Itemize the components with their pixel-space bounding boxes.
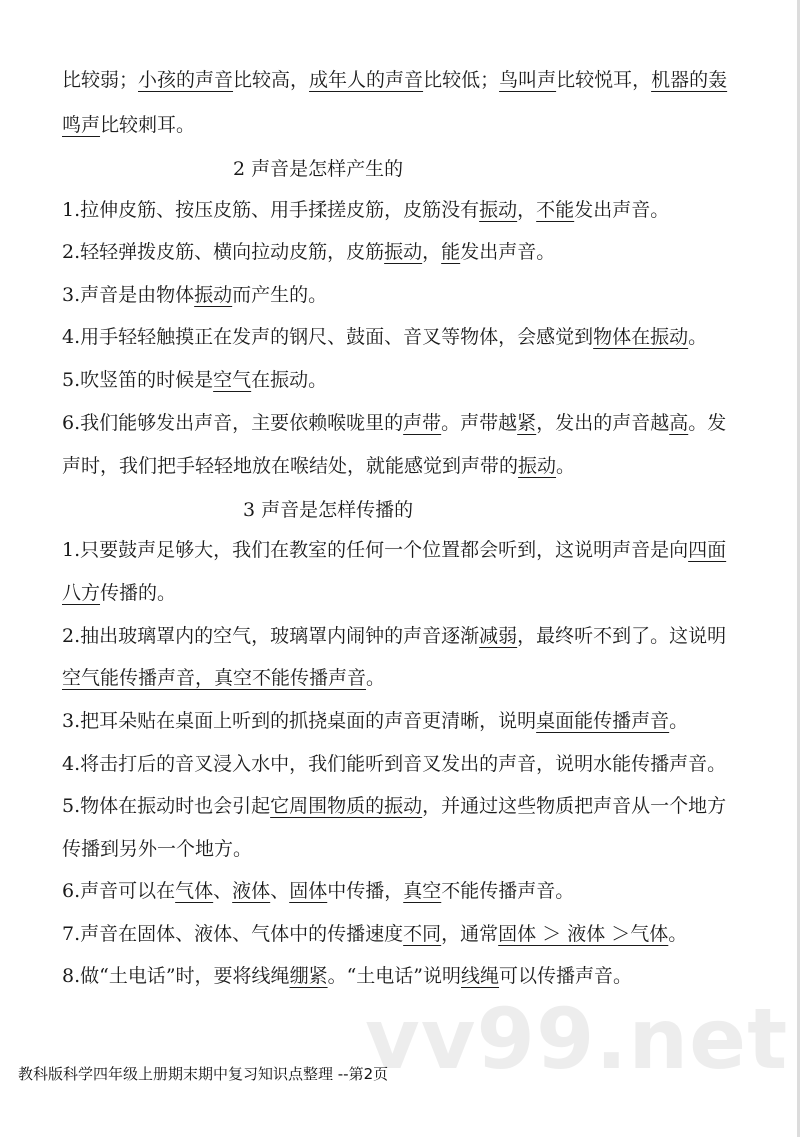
text-run: 。 — [556, 455, 576, 477]
text-run: 比较弱； — [62, 69, 139, 91]
underlined-answer: 成年人的声音 — [309, 69, 424, 91]
text-run: 比较低； — [423, 69, 500, 91]
text-run: 传播到另外一个地方。 — [62, 838, 253, 860]
underlined-answer: 八方 — [62, 582, 101, 604]
underlined-answer: 物体在振动 — [593, 326, 689, 348]
s2-item-5 — [62, 366, 752, 394]
underlined-answer: 空气 — [213, 369, 252, 391]
text-run: 比较悦耳， — [556, 69, 652, 91]
text-run: 在振动。 — [251, 369, 328, 391]
text-run: 5.吹竖笛的时候是 — [62, 369, 214, 391]
underlined-answer: 真空 — [403, 880, 442, 902]
section-3-heading: 3 声音是怎样传播的 — [243, 499, 414, 521]
text-run: 而产生的。 — [232, 284, 328, 306]
underlined-answer: 线绳 — [461, 965, 500, 987]
text-run: 。 — [668, 923, 688, 945]
s2-item-3 — [62, 281, 752, 309]
underlined-answer: 桌面能传播声音 — [536, 710, 670, 732]
underlined-answer: 气体 — [175, 880, 214, 902]
text-run: 不能传播声音。 — [441, 880, 575, 902]
text-run: ，通常 — [441, 923, 499, 945]
text-run: 2.抽出玻璃罩内的空气，玻璃罩内闹钟的声音逐渐 — [62, 625, 480, 647]
underlined-answer: 振动 — [518, 455, 557, 477]
underlined-answer: 振动 — [479, 199, 518, 221]
s2-item-1 — [62, 196, 752, 224]
text-run: 发出声音。 — [460, 241, 556, 263]
text-run: 。发 — [688, 412, 727, 434]
s3-item-1-line-2 — [62, 579, 752, 607]
s3-item-5-line-1 — [62, 792, 752, 820]
underlined-answer: 不能 — [536, 199, 575, 221]
underlined-answer: 能 — [441, 241, 461, 263]
s3-item-5-line-2 — [62, 835, 752, 863]
text-run: 8.做“土电话”时，要将线绳 — [62, 965, 290, 987]
s3-item-7 — [62, 920, 752, 948]
underlined-answer: 鸟叫声 — [499, 69, 557, 91]
text-run: ，发出的声音越 — [536, 412, 670, 434]
underlined-answer: 固体 — [289, 880, 328, 902]
section-2-heading: 2 声音是怎样产生的 — [233, 158, 404, 180]
underlined-answer: 四面 — [688, 539, 727, 561]
text-run: 6.我们能够发出声音，主要依赖喉咙里的 — [62, 412, 404, 434]
text-run: ， — [517, 199, 537, 221]
text-run: 。 — [366, 667, 386, 689]
text-run: 1.拉伸皮筋、按压皮筋、用手揉搓皮筋，皮筋没有 — [62, 199, 480, 221]
underlined-answer: 固体 ＞ 液体 ＞气体 — [498, 923, 669, 945]
intro-line-1 — [62, 66, 752, 94]
s2-item-6-line-1 — [62, 409, 752, 437]
text-run: 。“土电话”说明 — [327, 965, 462, 987]
text-run: ，并通过这些物质把声音从一个地方 — [422, 795, 727, 817]
s3-item-4 — [62, 750, 752, 778]
text-run: 声时，我们把手轻轻地放在喉结处，就能感觉到声带的 — [62, 455, 519, 477]
s3-item-3 — [62, 707, 752, 735]
s3-item-2-line-1 — [62, 622, 752, 650]
intro-line-2 — [62, 111, 752, 139]
text-run: 传播的。 — [100, 582, 177, 604]
watermark: vv99.net — [365, 990, 789, 1088]
s2-item-4 — [62, 323, 752, 351]
page-footer: 教科版科学四年级上册期末期中复习知识点整理 --第2页 — [18, 1065, 389, 1083]
text-run: 4.用手轻轻触摸正在发声的钢尺、鼓面、音叉等物体，会感觉到 — [62, 326, 594, 348]
s2-item-2 — [62, 238, 752, 266]
underlined-answer: 机器的轰 — [651, 69, 728, 91]
underlined-answer: 鸣声 — [62, 114, 101, 136]
underlined-answer: 小孩的声音 — [138, 69, 234, 91]
underlined-answer: 减弱 — [479, 625, 518, 647]
text-run: 、 — [213, 880, 233, 902]
underlined-answer: 振动 — [194, 284, 233, 306]
text-run: 5.物体在振动时也会引起 — [62, 795, 271, 817]
s3-item-1-line-1 — [62, 536, 752, 564]
s3-item-6 — [62, 877, 752, 905]
s3-item-8 — [62, 962, 752, 990]
underlined-answer: 绷紧 — [289, 965, 328, 987]
text-run: 2.轻轻弹拨皮筋、横向拉动皮筋，皮筋 — [62, 241, 385, 263]
underlined-answer: 空气能传播声音，真空不能传播声音 — [62, 667, 367, 689]
s3-item-2-line-2 — [62, 664, 752, 692]
underlined-answer: 高 — [669, 412, 689, 434]
text-run: 3.把耳朵贴在桌面上听到的抓挠桌面的声音更清晰，说明 — [62, 710, 537, 732]
text-run: ，最终听不到了。这说明 — [517, 625, 727, 647]
text-run: 中传播， — [327, 880, 404, 902]
underlined-answer: 声带 — [403, 412, 442, 434]
text-run: 3.声音是由物体 — [62, 284, 195, 306]
s2-item-6-line-2 — [62, 452, 752, 480]
underlined-answer: 它周围物质的振动 — [270, 795, 423, 817]
underlined-answer: 紧 — [517, 412, 537, 434]
underlined-answer: 液体 — [232, 880, 271, 902]
text-run: 。 — [688, 326, 708, 348]
text-run: 4.将击打后的音叉浸入水中，我们能听到音叉发出的声音，说明水能传播声音。 — [62, 753, 727, 775]
text-run: ， — [422, 241, 442, 263]
text-run: 。声带越 — [441, 412, 518, 434]
text-run: 6.声音可以在 — [62, 880, 176, 902]
text-run: 比较高， — [233, 69, 310, 91]
text-run: 。 — [669, 710, 689, 732]
text-run: 1.只要鼓声足够大，我们在教室的任何一个位置都会听到，这说明声音是向 — [62, 539, 689, 561]
text-run: 可以传播声音。 — [499, 965, 633, 987]
text-run: 发出声音。 — [574, 199, 670, 221]
text-run: 、 — [270, 880, 290, 902]
underlined-answer: 振动 — [384, 241, 423, 263]
underlined-answer: 不同 — [403, 923, 442, 945]
text-run: 7.声音在固体、液体、气体中的传播速度 — [62, 923, 404, 945]
text-run: 比较刺耳。 — [100, 114, 196, 136]
